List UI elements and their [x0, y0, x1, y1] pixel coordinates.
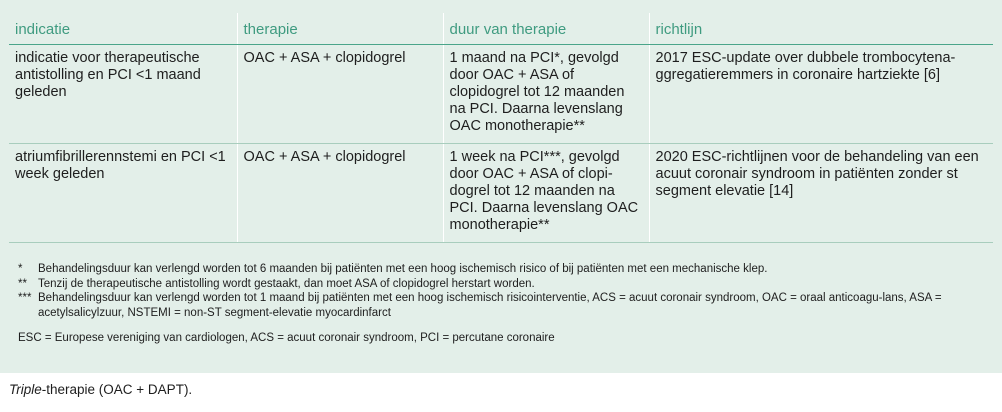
footnote-text: Tenzij de therapeutische antistolling wordt gestaakt, dan moet ASA of clopidogrel herstart worden. — [38, 277, 535, 290]
header-richtlijn: richtlijn — [649, 13, 993, 45]
footnote — [18, 277, 988, 292]
cell-indicatie: atriumfibrillerennstemi en PCI <1 week geleden — [9, 144, 237, 243]
footnote-mark: *** — [18, 292, 32, 304]
footnote — [18, 291, 988, 320]
caption-italic: Triple — [9, 382, 42, 397]
table-header-row — [9, 13, 993, 45]
footnote-text: Behandelingsduur kan verlengd worden tot 1 maand bij patiënten met een hoog ischemisch risicointerventie, ACS = acuut coronair syndroom, OAC = oraal anticoagu-lans, ASA = acetylsalicylzuur, NSTEMI = non-ST segment-elevatie myocardinfarct — [38, 292, 942, 319]
footnote — [18, 262, 988, 277]
footnotes — [18, 262, 988, 346]
abbreviations-note: ESC = Europese vereniging van cardiologen, ACS = acuut coronair syndroom, PCI = percutane coronaire — [18, 332, 555, 344]
footnote-mark: * — [18, 263, 23, 275]
header-therapie: therapie — [237, 13, 443, 45]
cell-duur: 1 maand na PCI*, gevolgd door OAC + ASA of clopidogrel tot 12 maanden na PCI. Daarna levenslang OAC monotherapie** — [443, 45, 649, 144]
cell-therapie: OAC + ASA + clopidogrel — [237, 144, 443, 243]
cell-richtlijn: 2017 ESC-update over dubbele trombocytena-ggregatieremmers in coronaire hartziekte [6] — [649, 45, 993, 144]
header-indicatie: indicatie — [9, 13, 237, 45]
footnote-text: Behandelingsduur kan verlengd worden tot 6 maanden bij patiënten met een hoog ischemisch risico of bij patiënten met een mechanische klep. — [38, 263, 768, 275]
table-caption — [9, 382, 192, 397]
cell-therapie: OAC + ASA + clopidogrel — [237, 45, 443, 144]
table-row — [9, 144, 993, 243]
header-duur-van-therapie: duur van therapie — [443, 13, 649, 45]
cell-richtlijn: 2020 ESC-richtlijnen voor de behandeling van een acuut coronair syndroom in patiënten zonder st segment elevatie [14] — [649, 144, 993, 243]
table-row — [9, 45, 993, 144]
cell-indicatie: indicatie voor therapeutische antistolling en PCI <1 maand geleden — [9, 45, 237, 144]
cell-duur: 1 week na PCI***, gevolgd door OAC + ASA of clopi-dogrel tot 12 maanden na PCI. Daarna levenslang OAC monotherapie** — [443, 144, 649, 243]
footnote-mark: ** — [18, 277, 27, 290]
caption-text: -therapie (OAC + DAPT). — [41, 382, 193, 397]
therapy-table — [9, 13, 993, 243]
